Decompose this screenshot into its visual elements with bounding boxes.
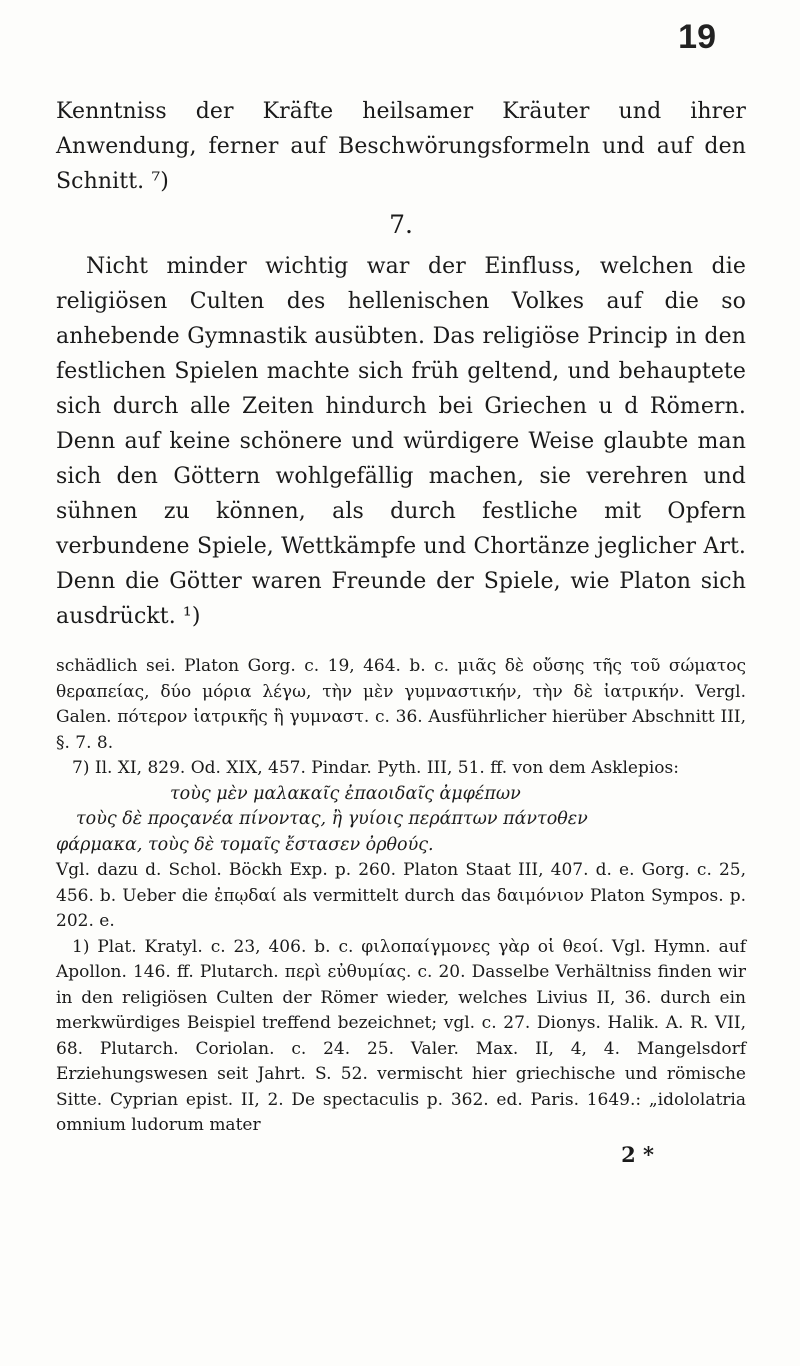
verse-line: τοὺς μὲν μαλακαῖς ἐπαοιδαῖς ἀμφέπων	[170, 783, 521, 804]
verse-line: φάρμακα, τοὺς δὲ τομαῖς ἔστασεν ὀρθούς.	[56, 834, 434, 855]
footnote-continuation: schädlich sei. Platon Gorg. c. 19, 464. b. c. μιᾶς δὲ οὔσης τῆς τοῦ σώματος θεραπείας, δύο μόρια λέγω, τὴν μὲν γυμναστικήν, τὴν δὲ ἰατρικήν. Vergl. Galen. πότερον ἰατρικῆς ἢ γυμναστ. c. 36. Ausführlicher hierüber Abschnitt III, §. 7. 8.	[56, 656, 746, 753]
footnote-7-continued: Vgl. dazu d. Schol. Böckh Exp. p. 260. Platon Staat III, 407. d. e. Gorg. c. 25, 456. b. Ueber die ἐπῳδαί als vermittelt durch das δαιμόνιον Platon Sympos. p. 202. e.	[56, 860, 746, 931]
verse-line: τοὺς δὲ προςανέα πίνοντας, ἢ γυίοις περάπτων πάντοθεν	[76, 809, 588, 829]
footnotes	[56, 654, 746, 1139]
signature-mark: 2 *	[621, 1141, 654, 1167]
footnote-1: 1) Plat. Kratyl. c. 23, 406. b. c. φιλοπαίγμονες γὰρ οἱ θεοί. Vgl. Hymn. auf Apollon. 146. ff. Plutarch. περὶ εὐθυμίας. c. 20. Dasselbe Verhältniss finden wir in den religiösen Culten der Römer wieder, welches Livius II, 36. durch ein merkwürdiges Beispiel treffend bezeichnet; vgl. c. 27. Dionys. Halik. A. R. VII, 68. Plutarch. Coriolan. c. 24. 25. Valer. Max. II, 4, 4. Mangelsdorf Erziehungswesen seit Jahrt. S. 52. vermischt hier griechische und römische Sitte. Cyprian epist. II, 2. De spectaculis p. 362. ed. Paris. 1649.: „idololatria omnium ludorum mater	[56, 936, 746, 1135]
section-paragraph: Nicht minder wichtig war der Einfluss, welchen die religiösen Culten des hellenischen Volkes auf die so anhebende Gymnastik ausübten. Das religiöse Princip in den festlichen Spielen machte sich früh geltend, und behauptete sich durch alle Zeiten hindurch bei Griechen u d Römern. Denn auf keine schönere und würdigere Weise glaubte man sich den Göttern wohlgefällig machen, sie verehren und sühnen zu können, als durch festliche mit Opfern verbundene Spiele, Wettkämpfe und Chortänze jeglicher Art. Denn die Götter waren Freunde der Spiele, wie Platon sich ausdrückt. ¹)	[56, 254, 746, 629]
intro-paragraph: Kenntniss der Kräfte heilsamer Kräuter und ihrer Anwendung, ferner auf Beschwörungsformeln und auf den Schnitt. ⁷)	[56, 99, 746, 194]
page-body	[56, 94, 746, 1169]
section-number: 7.	[389, 210, 413, 239]
footnote-7-verse	[56, 782, 746, 859]
footnote-7: 7) Il. XI, 829. Od. XIX, 457. Pindar. Pyth. III, 51. ff. von dem Asklepios:	[72, 758, 679, 778]
page-number: 19	[678, 18, 716, 56]
main-text	[56, 94, 746, 634]
